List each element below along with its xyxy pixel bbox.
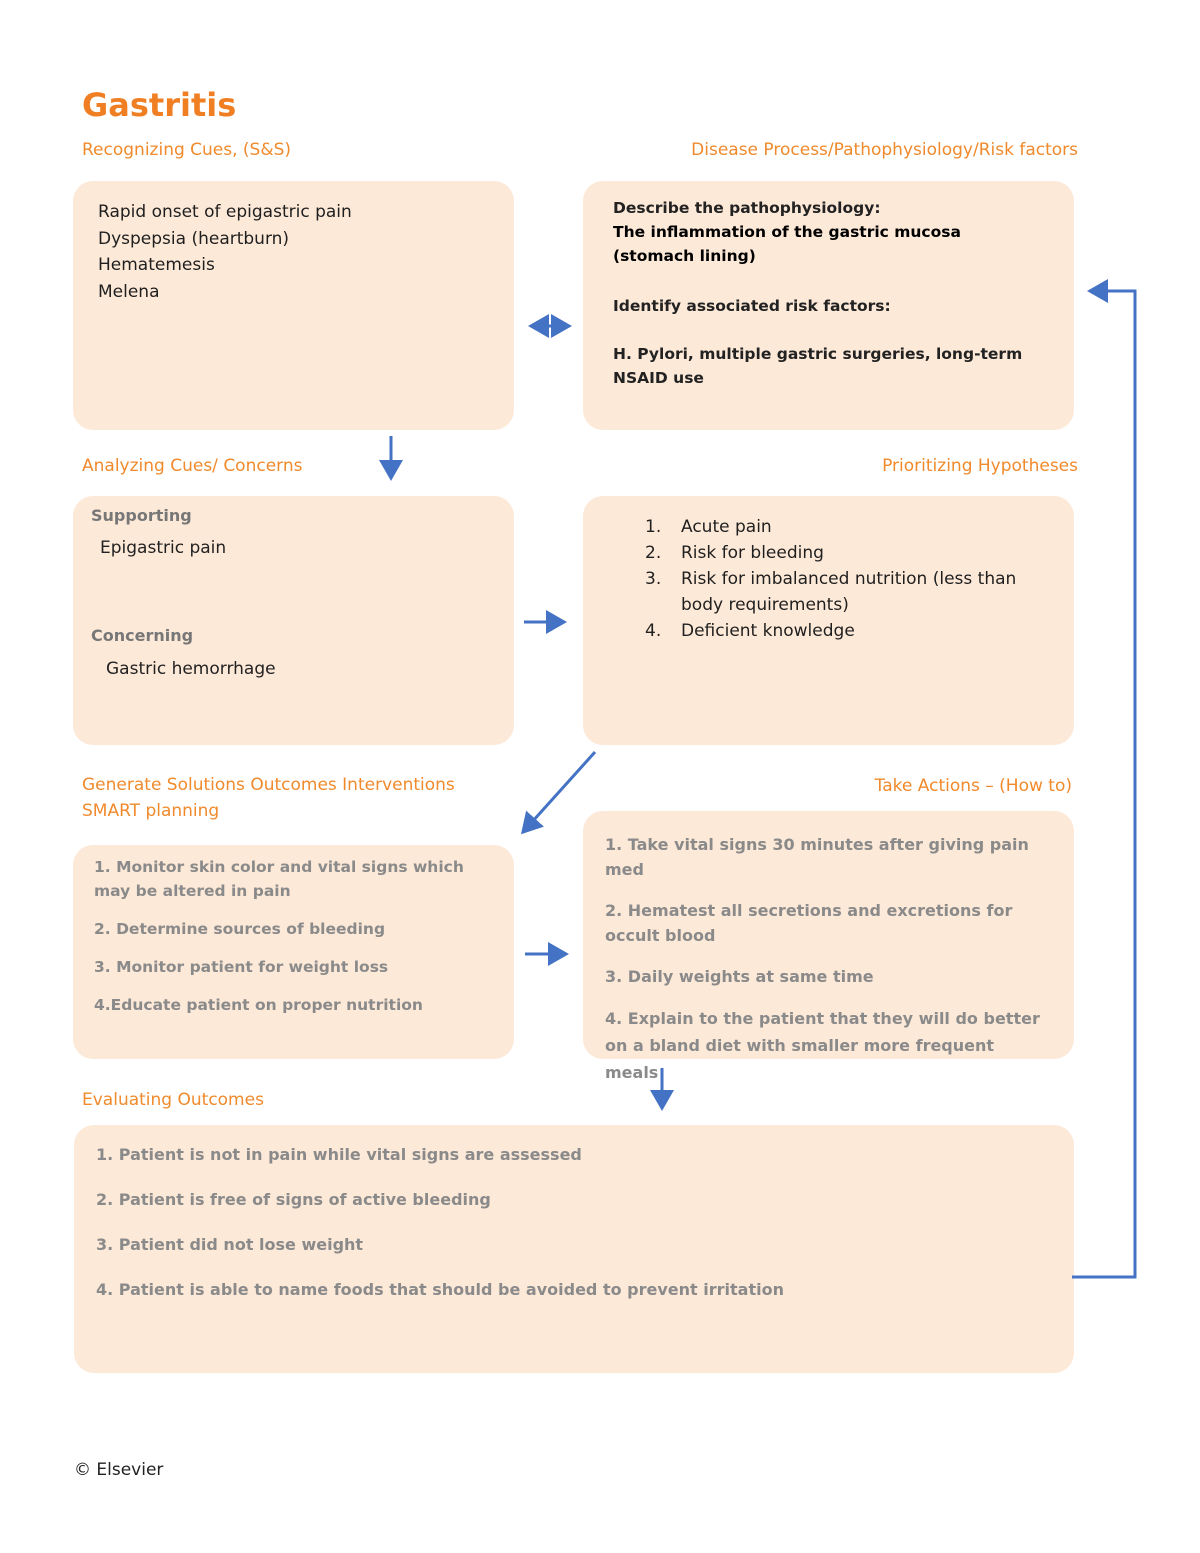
outcome-item: 4. Patient is able to name foods that should be avoided to prevent irritation <box>96 1280 784 1299</box>
hypothesis-number: 3. <box>645 569 662 589</box>
copyright-footer: © Elsevier <box>74 1460 164 1480</box>
hypothesis-item <box>645 540 1035 566</box>
cues-list <box>98 199 352 305</box>
hypothesis-text: Risk for imbalanced nutrition (less than body requirements) <box>681 569 1017 615</box>
hypothesis-item <box>645 566 1035 618</box>
patho-describe-text: The inflammation of the gastric mucosa (stomach lining) <box>613 223 961 265</box>
cue-item: Dyspepsia (heartburn) <box>98 228 290 249</box>
hypothesis-text: Risk for bleeding <box>681 543 824 563</box>
heading-take-actions: Take Actions – (How to) <box>874 776 1072 796</box>
heading-recognizing-cues: Recognizing Cues, (S&S) <box>82 140 292 160</box>
cue-item: Rapid onset of epigastric pain <box>98 202 352 222</box>
solution-item: 3. Monitor patient for weight loss <box>94 958 389 976</box>
solution-item: 2. Determine sources of bleeding <box>94 920 386 938</box>
hypothesis-text: Acute pain <box>681 517 772 537</box>
outcomes-box <box>74 1125 1074 1373</box>
action-item: 1. Take vital signs 30 minutes after giving pain med <box>605 835 1029 879</box>
solutions-box <box>73 845 514 1059</box>
hypothesis-number: 4. <box>645 621 662 641</box>
solution-item: 4.Educate patient on proper nutrition <box>94 996 423 1014</box>
outcomes-list <box>96 1143 996 1302</box>
outcome-item: 1. Patient is not in pain while vital signs are assessed <box>96 1145 582 1164</box>
diagonal-arrow <box>523 752 595 832</box>
patho-describe-label: Describe the pathophysiology: <box>613 199 881 217</box>
solutions-list <box>94 855 494 1017</box>
risk-factors-text: H. Pylori, multiple gastric surgeries, long-term NSAID use <box>613 345 1023 387</box>
heading-generate-line1: Generate Solutions Outcomes Interventions <box>82 775 455 795</box>
hypotheses-list <box>645 514 1035 644</box>
patho-content <box>613 196 1033 390</box>
cue-item: Hematemesis <box>98 255 215 275</box>
actions-box <box>583 811 1074 1082</box>
hypotheses-box <box>583 496 1074 745</box>
action-item: 3. Daily weights at same time <box>605 967 874 986</box>
heading-generate-line2: SMART planning <box>82 801 220 821</box>
page-title: Gastritis <box>82 86 237 124</box>
concerning-label: Concerning <box>91 626 194 645</box>
hypothesis-number: 1. <box>645 517 662 537</box>
cues-box <box>73 181 514 430</box>
outcome-item: 2. Patient is free of signs of active bleeding <box>96 1190 491 1209</box>
outcome-item: 3. Patient did not lose weight <box>96 1235 364 1254</box>
cue-item: Melena <box>98 281 160 302</box>
heading-disease-process: Disease Process/Pathophysiology/Risk factors <box>691 140 1078 160</box>
hypothesis-item <box>645 514 1035 540</box>
concerning-text: Gastric hemorrhage <box>106 659 276 679</box>
heading-generate-solutions <box>82 772 455 824</box>
heading-evaluating-outcomes: Evaluating Outcomes <box>82 1090 264 1110</box>
hypothesis-item <box>645 618 1035 644</box>
analyzing-box <box>73 496 514 745</box>
risk-factors-label: Identify associated risk factors: <box>613 297 891 315</box>
action-item: 2. Hematest all secretions and excretions for occult blood <box>605 901 1013 945</box>
pathophysiology-box <box>583 181 1074 430</box>
hypothesis-text: Deficient knowledge <box>681 621 855 641</box>
actions-list <box>605 832 1045 1086</box>
heading-prioritizing-hypotheses: Prioritizing Hypotheses <box>882 456 1078 476</box>
solution-item: 1. Monitor skin color and vital signs which may be altered in pain <box>94 858 464 900</box>
feedback-loop-arrow <box>1072 291 1135 1277</box>
action-item: 4. Explain to the patient that they will do better on a bland diet with smaller more frequent meals <box>605 1009 1040 1082</box>
supporting-label: Supporting <box>91 506 192 525</box>
hypothesis-number: 2. <box>645 543 662 563</box>
supporting-text: Epigastric pain <box>100 538 227 558</box>
heading-analyzing-cues: Analyzing Cues/ Concerns <box>82 456 303 476</box>
